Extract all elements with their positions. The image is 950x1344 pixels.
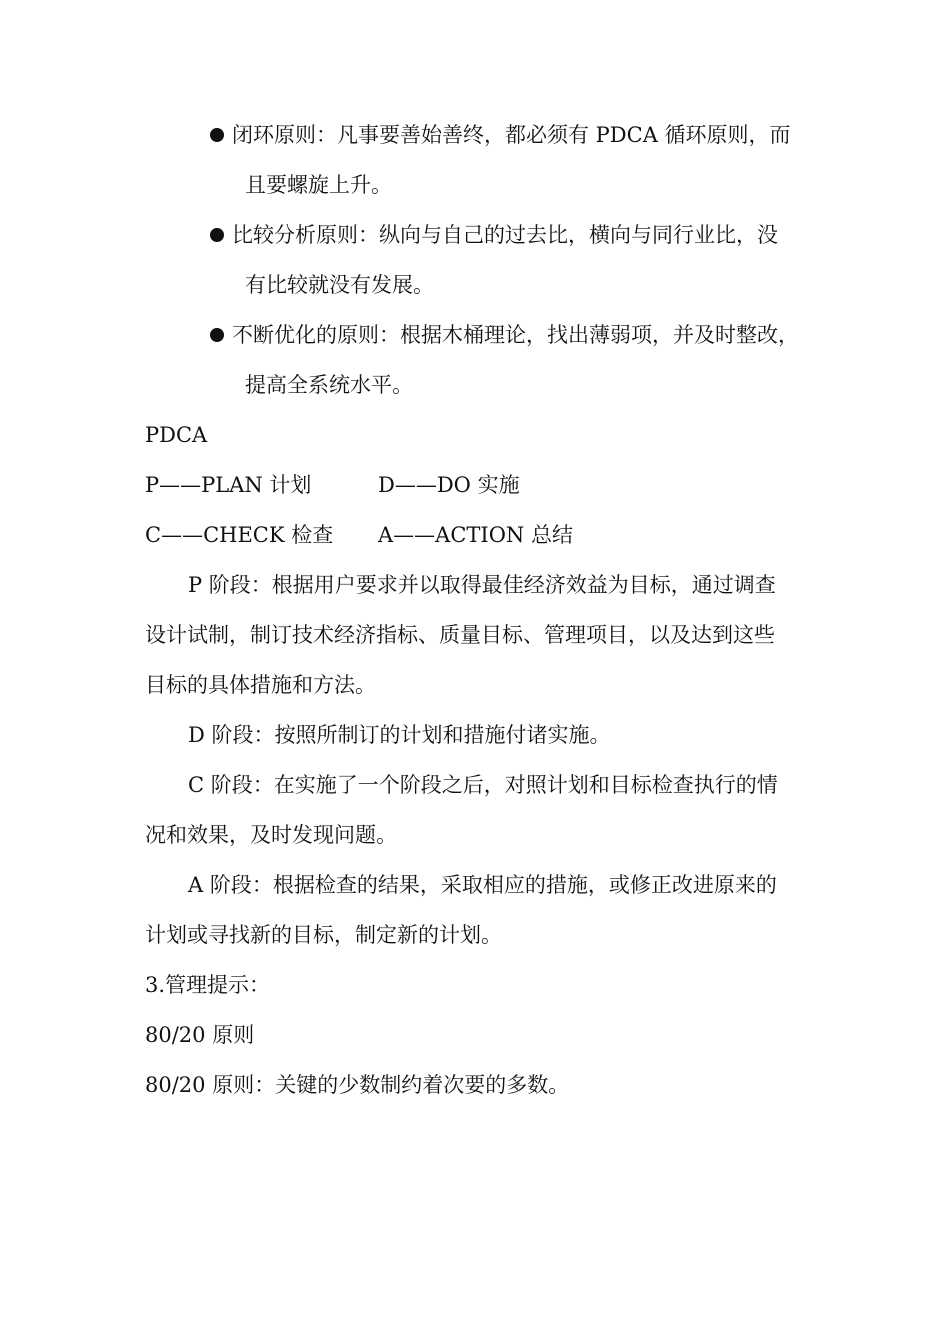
rule-text: 80/20 原则：关键的少数制约着次要的多数。 [145,1073,570,1097]
pdca-do: D——DO 实施 [378,473,520,497]
bullet-icon [210,128,224,142]
principle-closed-loop [210,120,791,150]
principle-optimization [210,320,799,350]
stage-a-line: A 阶段：根据检查的结果，采取相应的措施，或修正改进原来的 [188,873,777,897]
stage-p-line: P 阶段：根据用户要求并以取得最佳经济效益为目标，通过调查 [188,573,776,597]
bullet-icon [210,228,224,242]
principle-text: 不断优化的原则：根据木桶理论，找出薄弱项，并及时整改， [232,323,799,347]
principle-text: 闭环原则：凡事要善始善终，都必须有 PDCA 循环原则，而 [232,123,791,147]
principle-continuation: 有比较就没有发展。 [245,273,434,297]
bullet-icon [210,328,224,342]
stage-p-line: 设计试制，制订技术经济指标、质量目标、管理项目，以及达到这些 [145,623,775,647]
rule-title: 80/20 原则 [145,1023,255,1047]
principle-continuation: 且要螺旋上升。 [245,173,392,197]
principle-comparison [210,220,778,250]
stage-a-line: 计划或寻找新的目标，制定新的计划。 [145,923,502,947]
tips-heading: 3.管理提示： [145,973,271,997]
pdca-action: A——ACTION 总结 [378,523,573,547]
pdca-plan: P——PLAN 计划 [145,473,312,497]
pdca-check: C——CHECK 检查 [145,523,334,547]
stage-c-line: C 阶段：在实施了一个阶段之后，对照计划和目标检查执行的情 [188,773,778,797]
principle-continuation: 提高全系统水平。 [245,373,413,397]
pdca-heading: PDCA [145,423,208,447]
stage-d-line: D 阶段：按照所制订的计划和措施付诸实施。 [188,723,611,747]
stage-c-line: 况和效果，及时发现问题。 [145,823,397,847]
stage-p-line: 目标的具体措施和方法。 [145,673,376,697]
principle-text: 比较分析原则：纵向与自己的过去比，横向与同行业比，没 [232,223,778,247]
